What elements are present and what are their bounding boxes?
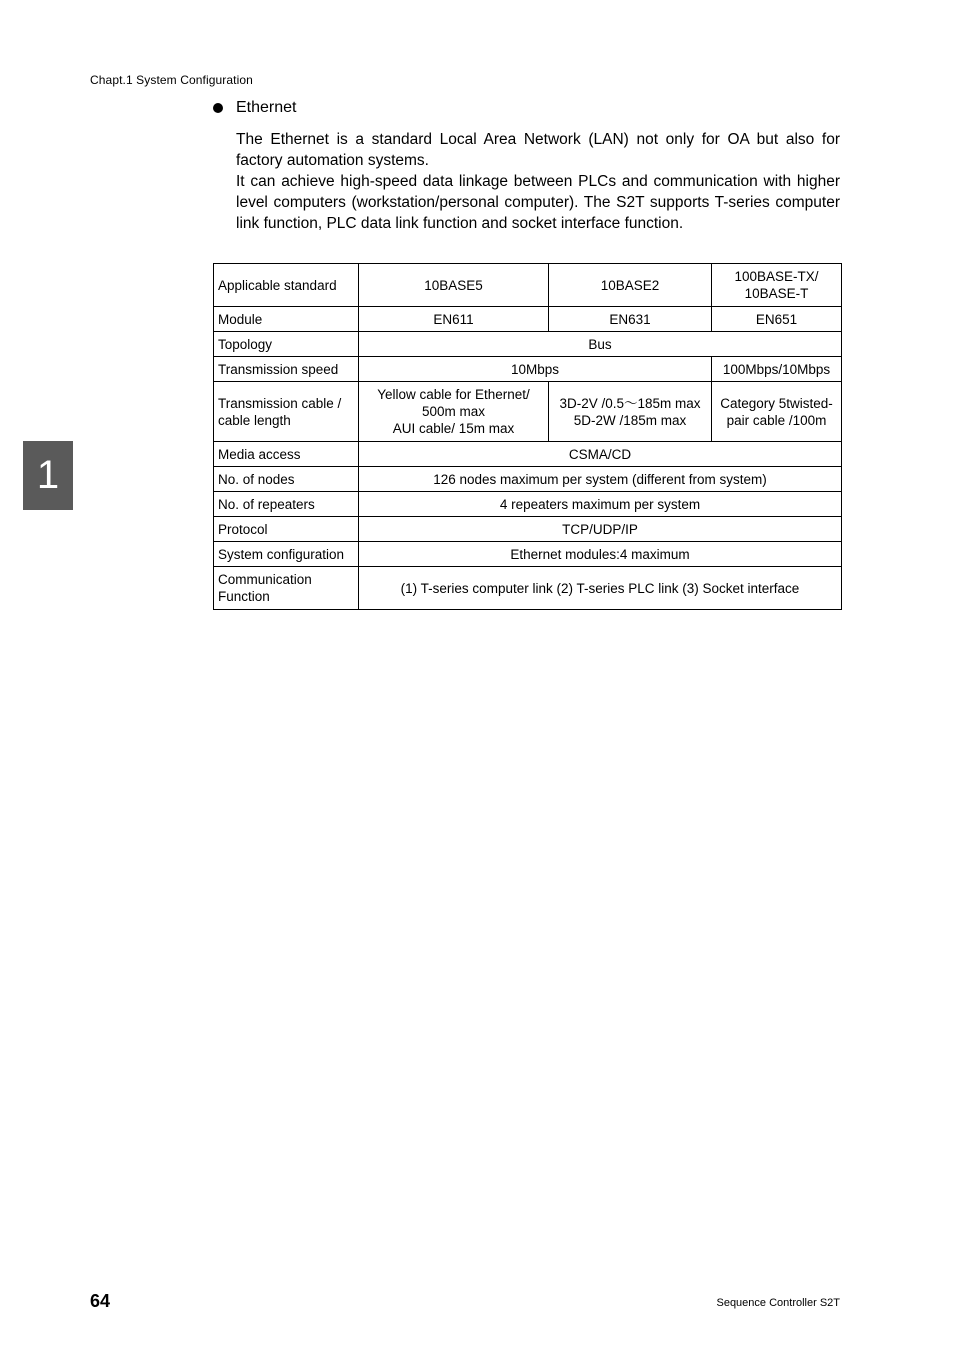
row-label: Transmission speed bbox=[214, 357, 359, 382]
table-cell: (1) T-series computer link (2) T-series PLC link (3) Socket interface bbox=[359, 567, 842, 610]
table-cell: CSMA/CD bbox=[359, 442, 842, 467]
row-label bbox=[214, 567, 359, 610]
table-cell: EN611 bbox=[359, 307, 549, 332]
cell-10base5: 10BASE5 bbox=[359, 264, 549, 307]
row-label: No. of nodes bbox=[214, 467, 359, 492]
section-heading bbox=[213, 99, 296, 117]
table-cell: 10Mbps bbox=[359, 357, 712, 382]
row-label: Module bbox=[214, 307, 359, 332]
row-label: System configuration bbox=[214, 542, 359, 567]
description-paragraph: It can achieve high-speed data linkage between PLCs and communication with higher level computers (workstation/personal computer). The S2T supports T-series computer link function, PLC data link function and socket interface function. bbox=[236, 173, 840, 232]
table-cell: Ethernet modules:4 maximum bbox=[359, 542, 842, 567]
row-label: Protocol bbox=[214, 517, 359, 542]
table-cell bbox=[712, 382, 842, 442]
table-cell: 100Mbps/10Mbps bbox=[712, 357, 842, 382]
chapter-tab: 1 bbox=[23, 441, 73, 510]
cell-line: Category 5twisted- bbox=[720, 395, 833, 411]
table-row bbox=[214, 442, 842, 467]
table-row bbox=[214, 307, 842, 332]
page-number: 64 bbox=[90, 1291, 111, 1311]
cell-line: Transmission cable / bbox=[218, 395, 342, 411]
cell-line: 500m max bbox=[421, 404, 486, 419]
ethernet-spec-table bbox=[213, 263, 842, 610]
cell-line: Function bbox=[218, 589, 270, 604]
row-label bbox=[214, 382, 359, 442]
table-row bbox=[214, 357, 842, 382]
section-title: Ethernet bbox=[236, 99, 297, 116]
running-header: Chapt.1 System Configuration bbox=[90, 73, 253, 87]
cell-line: 3D-2V /0.5～185m max bbox=[559, 395, 701, 411]
cell-line: 5D-2W /185m max bbox=[573, 412, 687, 428]
table-row bbox=[214, 264, 842, 307]
cell-100base bbox=[712, 264, 842, 307]
cell-line: Communication bbox=[218, 572, 312, 587]
intro-paragraph: The Ethernet is a standard Local Area Network (LAN) not only for OA but also for factory automation systems. bbox=[236, 131, 840, 169]
row-label: Applicable standard bbox=[214, 264, 359, 307]
bullet-icon bbox=[213, 103, 223, 113]
row-label: Media access bbox=[214, 442, 359, 467]
table-cell: 4 repeaters maximum per system bbox=[359, 492, 842, 517]
table-cell bbox=[549, 382, 712, 442]
table-row bbox=[214, 467, 842, 492]
cell-line: 10BASE-T bbox=[744, 286, 809, 301]
cell-10base2: 10BASE2 bbox=[549, 264, 712, 307]
table-cell: EN651 bbox=[712, 307, 842, 332]
cell-line: 100BASE-TX/ bbox=[734, 269, 819, 284]
table-cell: Bus bbox=[359, 332, 842, 357]
cell-line: pair cable /100m bbox=[726, 412, 827, 428]
table-row bbox=[214, 492, 842, 517]
table-row bbox=[214, 332, 842, 357]
table-cell: 126 nodes maximum per system (different from system) bbox=[359, 467, 842, 492]
table-row bbox=[214, 567, 842, 610]
cell-line: AUI cable/ 15m max bbox=[392, 421, 515, 436]
row-label: No. of repeaters bbox=[214, 492, 359, 517]
table-row bbox=[214, 382, 842, 442]
footer-product-name: Sequence Controller S2T bbox=[716, 1297, 840, 1309]
row-label: Topology bbox=[214, 332, 359, 357]
table-cell bbox=[359, 382, 549, 442]
table-row bbox=[214, 542, 842, 567]
table-row bbox=[214, 517, 842, 542]
table-cell: TCP/UDP/IP bbox=[359, 517, 842, 542]
table-cell: EN631 bbox=[549, 307, 712, 332]
cell-line: Yellow cable for Ethernet/ bbox=[377, 387, 530, 402]
cell-line: cable length bbox=[218, 412, 291, 428]
